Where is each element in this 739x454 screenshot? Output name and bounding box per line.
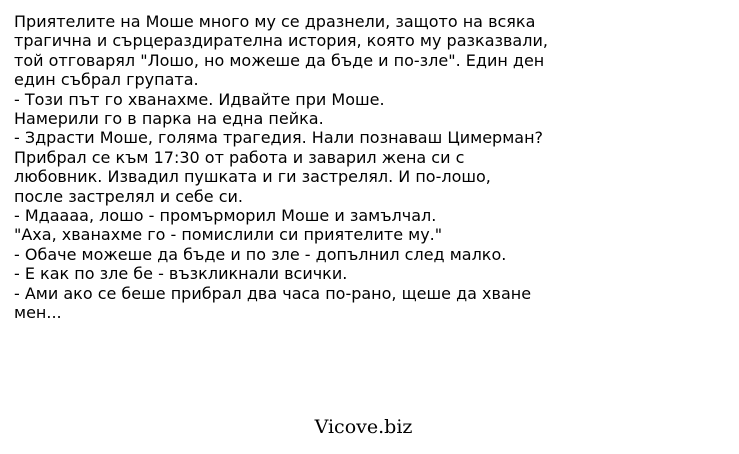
joke-line: - Мдаааа, лошо - промърморил Моше и замълчал. [14,206,437,226]
joke-line: любовник. Извадил пушката и ги застрелял. И по-лошо, [14,167,491,187]
joke-line: - Е как по зле бе - възкликнали всички. [14,264,348,284]
joke-line: един събрал групата. [14,70,199,90]
joke-line: Прибрал се към 17:30 от работа и заварил жена си с [14,147,465,167]
joke-line: Приятелите на Моше много му се дразнели, защото на всяка [14,12,536,31]
joke-line: "Аха, хванахме го - помислили си приятелите му." [14,225,443,245]
joke-line: той отговарял "Лошо, но можеше да бъде и по-зле". Един ден [14,50,545,70]
site-watermark: Vicove.biz [314,416,413,438]
joke-line: - Този път го хванахме. Идвайте при Моше. [14,89,385,109]
joke-line: - Обаче можеше да бъде и по зле - допълнил след малко. [14,244,507,264]
joke-line: - Ами ако се беше прибрал два часа по-рано, щеше да хване [14,283,532,303]
joke-line: Намерили го в парка на една пейка. [14,109,324,129]
joke-line: - Здрасти Моше, голяма трагедия. Нали познаваш Цимерман? [14,128,544,148]
joke-line: трагична и сърцераздирателна история, която му разказвали, [14,31,548,51]
joke-text [14,12,729,323]
joke-line: после застрелял и себе си. [14,186,243,206]
joke-line: мен... [14,303,62,323]
